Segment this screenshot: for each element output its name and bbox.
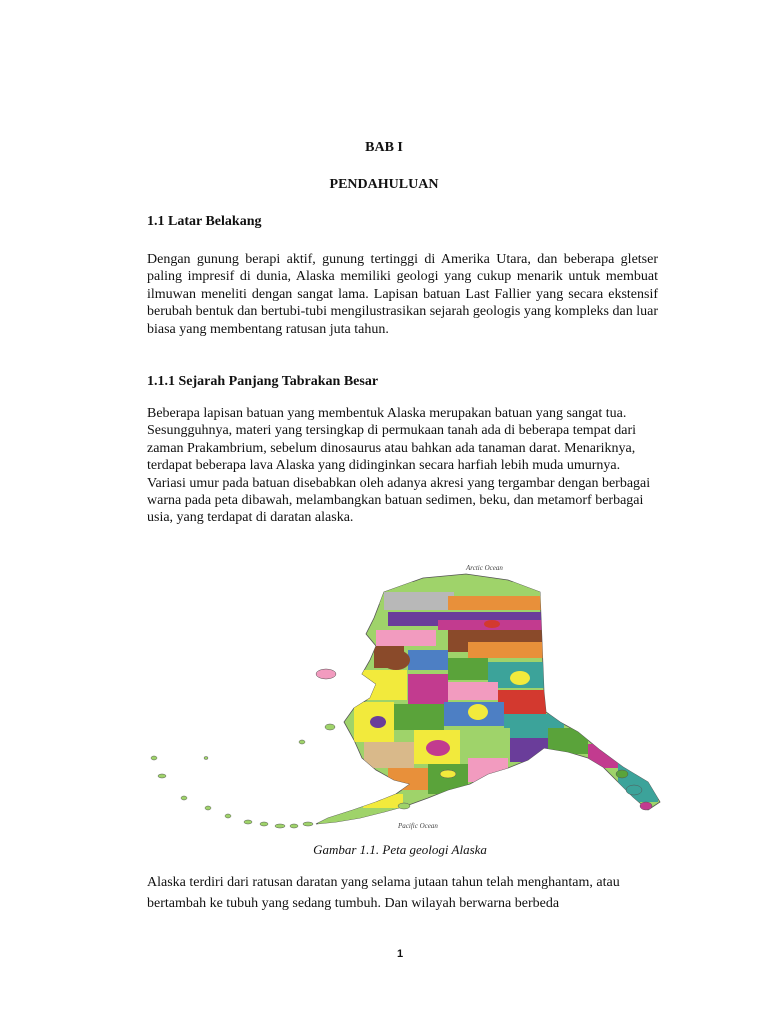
- chapter-label: BAB I: [365, 140, 403, 155]
- geologic-units: [318, 582, 658, 824]
- section-heading-1-1-1: 1.1.1 Sejarah Panjang Tabrakan Besar: [147, 374, 379, 389]
- alaska-map-graphic: [148, 562, 664, 832]
- section-paragraph-1-1: Dengan gunung berapi aktif, gunung tertinggi di Amerika Utara, dan beberapa gletser paling impresif di dunia, Alaska memiliki geologi yang cukup menarik untuk membuat ilmuwan meneliti dengan sangat lama. Lapisan batuan Last Fallier yang secara ekstensif berubah bentuk dan bertubi-tubi mengilustrasikan sejarah geologis yang kompleks dan luar biasa yang membentang ratusan juta tahun.: [147, 252, 658, 337]
- alaska-geologic-map: [148, 562, 664, 832]
- arctic-ocean-label: Arctic Ocean: [466, 564, 503, 572]
- page-number: 1: [396, 948, 404, 960]
- aleutian-islands: [151, 756, 313, 828]
- bering-sea-islands: [204, 669, 336, 760]
- chapter-title: PENDAHULUAN: [329, 177, 439, 192]
- section-paragraph-1-1-1: Beberapa lapisan batuan yang membentuk Alaska merupakan batuan yang sangat tua. Sesungguhnya, materi yang tersingkap di permukaan tanah ada di beberapa tempat dari zaman Prakambrium, sebelum dinosaurus atau bahkan ada tanaman darat. Menariknya, terdapat beberapa lava Alaska yang didinginkan secara harfiah lebih muda umurnya. Variasi umur pada batuan disebabkan oleh adanya akresi yang tergambar dengan berbagai warna pada peta dibawah, melambangkan batuan sedimen, beku, dan metamorf berbagai usia, yang terdapat di daratan alaska.: [147, 406, 651, 526]
- section-paragraph-continued: Alaska terdiri dari ratusan daratan yang selama jutaan tahun telah menghantam, atau bertambah ke tubuh yang sedang tumbuh. Dan wilayah berwarna berbeda: [147, 875, 620, 911]
- pacific-ocean-label: Pacific Ocean: [398, 822, 438, 830]
- figure-caption: Gambar 1.1. Peta geologi Alaska: [313, 842, 487, 857]
- section-heading-1-1: 1.1 Latar Belakang: [147, 214, 262, 229]
